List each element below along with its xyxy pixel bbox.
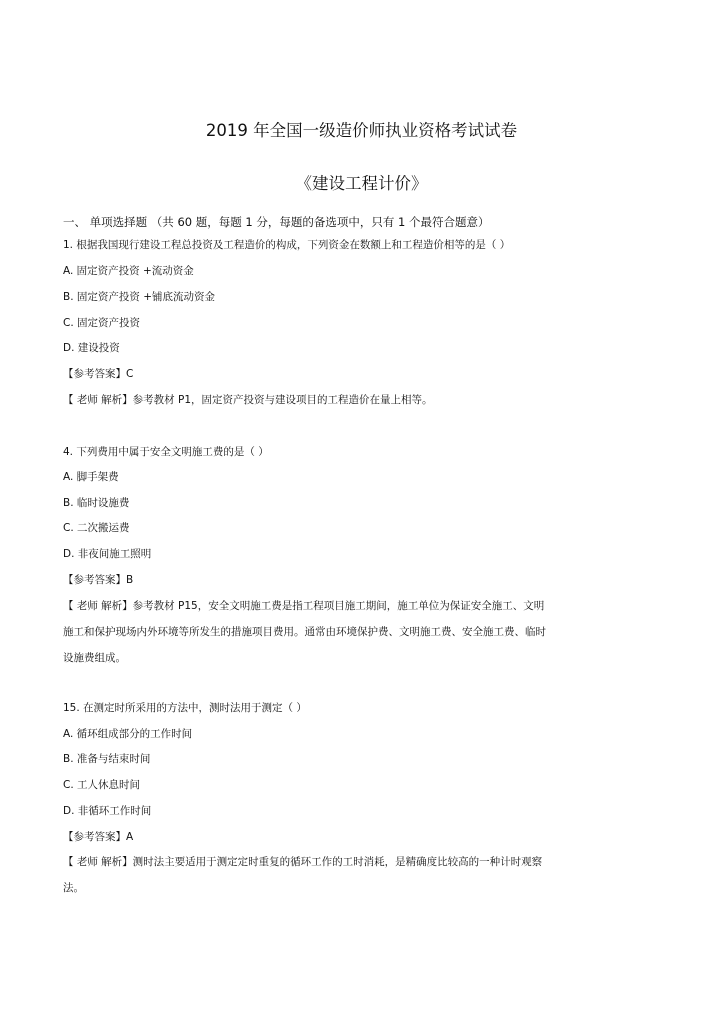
reference-answer: 【参考答案】C xyxy=(63,368,134,380)
answer-option: B. 准备与结束时间 xyxy=(63,753,151,765)
answer-option: B. 临时设施费 xyxy=(63,497,130,509)
question-stem: 15. 在测定时所采用的方法中，测时法用于测定（ ） xyxy=(63,702,307,714)
answer-option: D. 建设投资 xyxy=(63,342,120,354)
reference-answer: 【参考答案】A xyxy=(63,831,134,843)
document-subtitle: 《建设工程计价》 xyxy=(295,174,428,193)
question-stem: 1. 根据我国现行建设工程总投资及工程造价的构成，下列资金在数额上和工程造价相等的是（ ） xyxy=(63,239,511,251)
explanation-line: 法。 xyxy=(63,882,84,894)
answer-option: C. 二次搬运费 xyxy=(63,522,130,534)
answer-option: C. 固定资产投资 xyxy=(63,317,141,329)
document-title: 2019 年全国一级造价师执业资格考试试卷 xyxy=(205,121,518,140)
section-heading: 一、 单项选择题 （共 60 题，每题 1 分，每题的备选项中，只有 1 个最符合题意） xyxy=(63,215,490,229)
reference-answer: 【参考答案】B xyxy=(63,574,134,586)
answer-option: B. 固定资产投资 +铺底流动资金 xyxy=(63,291,216,303)
answer-option: C. 工人休息时间 xyxy=(63,779,141,791)
answer-option: D. 非循环工作时间 xyxy=(63,805,152,817)
explanation-line: 设施费组成。 xyxy=(63,652,126,664)
explanation-line: 【 老师 解析】测时法主要适用于测定定时重复的循环工作的工时消耗，是精确度比较高的一种计时观察 xyxy=(63,856,543,868)
question-stem: 4. 下列费用中属于安全文明施工费的是（ ） xyxy=(63,446,269,458)
answer-option: A. 固定资产投资 +流动资金 xyxy=(63,265,194,277)
explanation-line: 施工和保护现场内外环境等所发生的措施项目费用。通常由环境保护费、文明施工费、安全施工费、临时 xyxy=(63,626,546,638)
explanation-line: 【 老师 解析】参考教材 P1，固定资产投资与建设项目的工程造价在量上相等。 xyxy=(63,394,433,406)
answer-option: D. 非夜间施工照明 xyxy=(63,548,152,560)
answer-option: A. 循环组成部分的工作时间 xyxy=(63,728,193,740)
explanation-line: 【 老师 解析】参考教材 P15，安全文明施工费是指工程项目施工期间，施工单位为保证安全施工、文明 xyxy=(63,600,545,612)
answer-option: A. 脚手架费 xyxy=(63,471,119,483)
